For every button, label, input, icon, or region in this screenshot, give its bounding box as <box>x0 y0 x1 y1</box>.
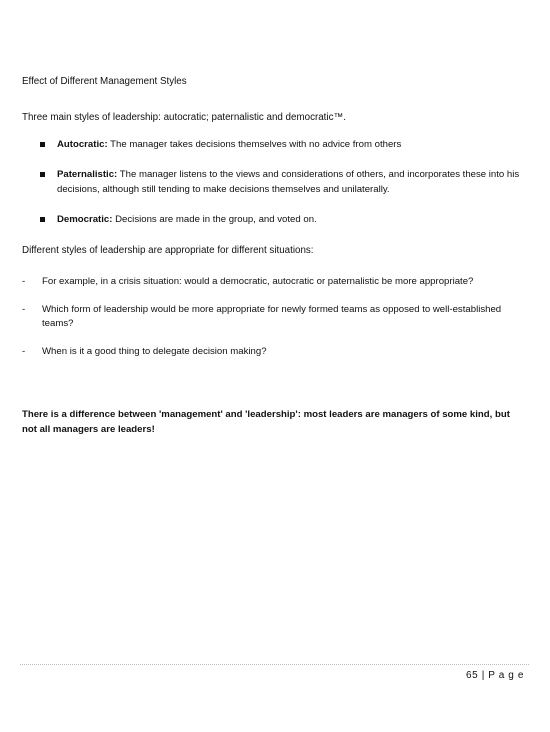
style-description: The manager takes decisions themselves with no advice from others <box>110 139 402 150</box>
dash-bullet: - <box>22 276 26 287</box>
question-text: For example, in a crisis situation: would a democratic, autocratic or paternalistic be more appropriate? <box>42 276 474 287</box>
style-name: Paternalistic: <box>57 169 118 180</box>
square-bullet-icon <box>40 172 45 177</box>
list-item-autocratic <box>40 137 530 152</box>
question-text: Which form of leadership would be more appropriate for newly formed teams as opposed to well-established teams? <box>42 304 502 329</box>
list-item-democratic <box>40 212 530 227</box>
closing-statement: There is a difference between 'management' and 'leadership': most leaders are managers of some kind, but not all managers are leaders! <box>22 409 510 435</box>
list-item-paternalistic <box>40 167 530 197</box>
section-title: Effect of Different Management Styles <box>22 76 187 87</box>
intro-paragraph: Three main styles of leadership: autocratic; paternalistic and democratic™. <box>22 112 346 123</box>
list-item <box>22 345 502 359</box>
list-item <box>22 303 502 331</box>
dash-bullet: - <box>22 346 26 357</box>
question-text: When is it a good thing to delegate decision making? <box>42 346 267 357</box>
dash-bullet: - <box>22 304 26 315</box>
list-item <box>22 275 502 289</box>
style-name: Autocratic: <box>57 139 108 150</box>
leadership-styles-list <box>40 137 530 242</box>
style-description: The manager listens to the views and considerations of others, and incorporates these into his decisions, although still tending to make decisions themselves and unilaterally. <box>57 169 520 195</box>
style-name: Democratic: <box>57 214 113 225</box>
square-bullet-icon <box>40 217 45 222</box>
situations-intro: Different styles of leadership are appropriate for different situations: <box>22 245 314 256</box>
style-description: Decisions are made in the group, and voted on. <box>115 214 317 225</box>
questions-list <box>22 275 502 373</box>
footer-divider <box>20 664 529 665</box>
square-bullet-icon <box>40 142 45 147</box>
page-number: 65 | P a g e <box>466 670 524 681</box>
